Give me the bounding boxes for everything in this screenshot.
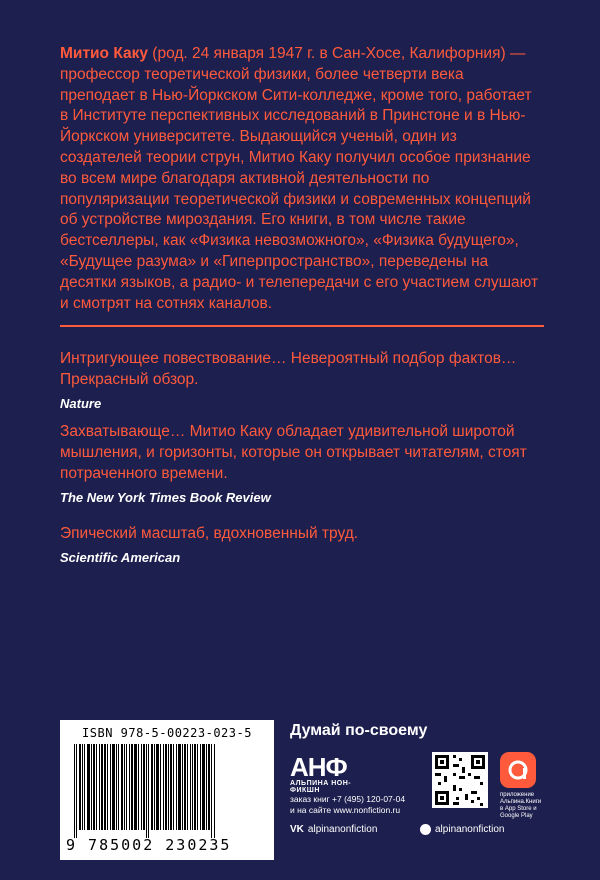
telegram-handle: alpinanonfiction	[435, 824, 505, 835]
publisher-motto: Думай по-своему	[290, 722, 428, 739]
barcode-bar	[146, 744, 147, 838]
review-quote	[60, 421, 540, 508]
quote-text: Интригующее повествование… Невероятный подбор фактов… Прекрасный обзор.	[60, 350, 517, 388]
publisher-logo	[290, 754, 380, 792]
author-bio-text: (род. 24 января 1947 г. в Сан-Хосе, Калифорния) — профессор теоретической физики, более четверти века преподает в Нью-Йоркском Сити-колледже, кроме того, работает в Институте перспективных исследований в Принстоне и в Нью-Йоркском университете. Выдающийся ученый, один из создателей теории струн, Митио Каку получил особое признание во всем мире благодаря активной деятельности по популяризации теоретической физики и современных концепций об устройстве мироздания. Его книги, в том числе такие бестселлеры, как «Физика невозможного», «Физика будущего», «Будущее разума» и «Гиперпространство», переведены на десятки языков, а радио- и телепередачи с его участием слушают и смотрят на сотнях каналов.	[60, 45, 539, 312]
social-telegram	[420, 824, 505, 835]
barcode-bar	[148, 744, 149, 838]
barcode-bar	[143, 744, 145, 830]
app-store-text: приложение Альпина.Книги в App Store и Google Play	[500, 792, 542, 819]
barcode-bar	[116, 744, 117, 830]
quote-source: Nature	[60, 396, 102, 411]
barcode-bar	[190, 744, 191, 830]
barcode-bar	[87, 744, 90, 830]
barcode-bar	[79, 744, 81, 830]
barcode-block	[60, 720, 274, 860]
barcode-bar	[107, 744, 108, 830]
barcode-bar	[184, 744, 186, 830]
vk-icon: VK	[290, 824, 304, 835]
barcode-bar	[134, 744, 137, 830]
barcode-bar	[160, 744, 161, 830]
barcode-number: 9 785002 230235	[66, 836, 232, 854]
logo-subtitle: АЛЬПИНА НОН-ФИКШН	[290, 780, 352, 794]
barcode-bar	[173, 744, 174, 830]
barcode-bar	[112, 744, 115, 830]
barcode-bar	[110, 744, 111, 830]
barcode-bar	[206, 744, 207, 830]
barcode-bar	[82, 744, 83, 830]
barcode-bars	[74, 744, 264, 836]
barcode-bar	[208, 744, 210, 830]
quote-source: Scientific American	[60, 550, 181, 565]
app-icon	[500, 752, 536, 788]
barcode-bar	[170, 744, 172, 830]
order-info	[290, 794, 405, 816]
barcode-bar	[84, 744, 85, 830]
barcode-bar	[151, 744, 153, 830]
barcode-bar	[197, 744, 198, 830]
barcode-bar	[176, 744, 177, 830]
quote-text: Эпический масштаб, вдохновенный труд.	[60, 525, 359, 542]
barcode-bar	[211, 744, 212, 838]
barcode-bar	[187, 744, 188, 830]
barcode-bar	[194, 744, 196, 830]
social-vk	[290, 824, 377, 835]
author-name: Митио Каку	[60, 45, 148, 62]
quote-source: The New York Times Book Review	[60, 490, 271, 505]
barcode-bar	[154, 744, 155, 830]
barcode-bar	[156, 744, 159, 830]
author-bio	[60, 44, 540, 314]
barcode-bar	[178, 744, 181, 830]
barcode-bar	[168, 744, 169, 830]
isbn-label: ISBN 978-5-00223-023-5	[82, 726, 252, 740]
barcode-bar	[165, 744, 167, 830]
review-quote	[60, 348, 540, 414]
barcode-bar	[124, 744, 125, 830]
vk-handle: alpinanonfiction	[307, 824, 378, 835]
logo-letters: АНФ	[290, 752, 347, 782]
order-site: и на сайте www.nonfiction.ru	[290, 805, 401, 815]
barcode-bar	[91, 744, 92, 830]
telegram-icon	[420, 824, 431, 835]
barcode-bar	[121, 744, 123, 830]
barcode-bar	[214, 744, 215, 838]
barcode-bar	[129, 744, 130, 830]
barcode-bar	[93, 744, 95, 830]
divider	[60, 325, 544, 327]
barcode-bar	[99, 744, 100, 830]
barcode-bar	[131, 744, 133, 830]
barcode-bar	[96, 744, 97, 830]
barcode-bar	[192, 744, 193, 830]
barcode-bar	[202, 744, 205, 830]
review-quote	[60, 523, 540, 568]
qr-code-icon	[432, 752, 488, 808]
barcode-bar	[76, 744, 77, 838]
barcode-bar	[200, 744, 201, 830]
barcode-bar	[141, 744, 142, 830]
barcode-bar	[118, 744, 119, 830]
barcode-bar	[163, 744, 164, 830]
barcode-bar	[126, 744, 127, 830]
barcode-bar	[104, 744, 106, 830]
quote-text: Захватывающе… Митио Каку обладает удивительной широтой мышления, и горизонты, которые он открывает читателям, стоят потраченного времени.	[60, 423, 527, 482]
barcode-bar	[182, 744, 183, 830]
barcode-bar	[138, 744, 139, 830]
order-phone: заказ книг +7 (495) 120-07-04	[290, 794, 406, 804]
barcode-bar	[74, 744, 75, 838]
barcode-bar	[101, 744, 103, 830]
